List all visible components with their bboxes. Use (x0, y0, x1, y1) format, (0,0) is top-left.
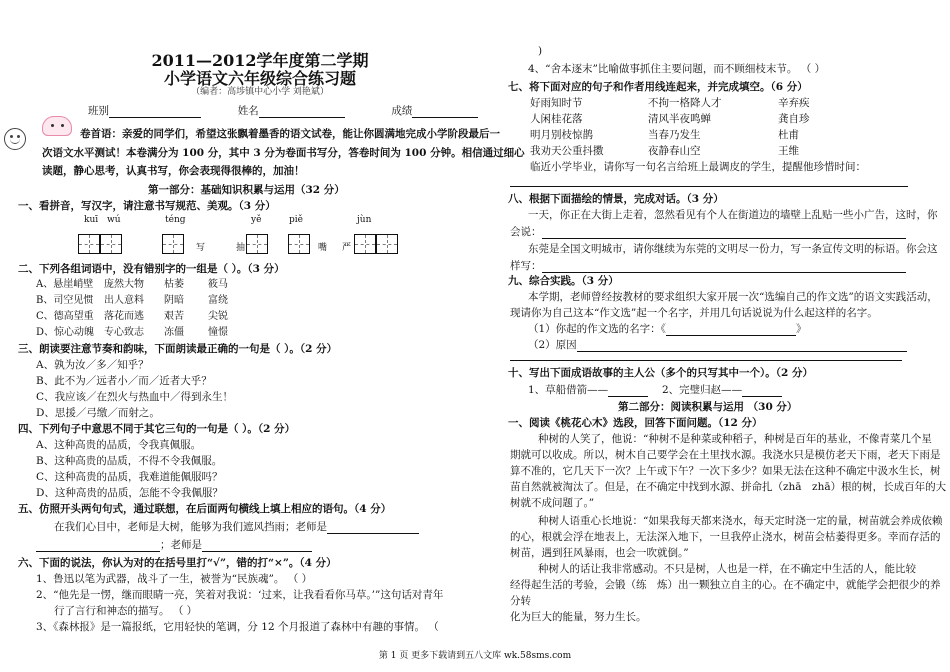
class-blank[interactable] (109, 108, 201, 118)
reading1-heading: 一、阅读《桃花心木》选段，回答下面问题。（12 分） (508, 417, 763, 429)
q8-answer-blank[interactable] (542, 263, 906, 273)
q6-item3: 3、《森林报》是一篇报纸，它用轻快的笔调，分 12 个月报道了森林中有趣的事情。 （ (36, 621, 439, 633)
part2-heading: 第二部分：阅读积累与运用 （30 分） (618, 401, 798, 413)
editor-note: （编者：高埗镇中心小学 刘艳斌） (191, 87, 329, 97)
q9-heading: 九、综合实践。（3 分） (508, 275, 619, 287)
q5-blank[interactable] (36, 542, 160, 552)
passage-line: 期就可以收成。所以，树木自己要学会在土里找水源。我浇水只是模仿老天下雨，老天下雨是 (510, 449, 941, 461)
q6-item3-close: ) (538, 45, 543, 57)
q10-blank[interactable] (742, 387, 782, 397)
q7-answer-line[interactable] (510, 186, 908, 187)
q7-row: 人闲桂花落 清风半夜鸣蝉 龚自珍 (530, 113, 810, 125)
q6-item2-line2: 行了言行和神态的描写。 （ ） (54, 605, 198, 617)
passage-line: 的心，根就会浮在地表上，无法深入地下，一旦我停止浇水，树苗会枯萎得更多。幸而存活的 (510, 531, 941, 543)
pinyin-ye: yě (251, 215, 262, 225)
writing-box[interactable] (162, 234, 184, 254)
q6-item1: 1、鲁迅以笔为武器，战斗了一生，被誉为“民族魂”。 （ ） (36, 573, 313, 585)
passage-line: 种树的人笑了，他说：“种树不是种菜或种稻子，种树是百年的基业，不像青菜几个星 (538, 433, 932, 445)
q10-heading: 十、写出下面成语故事的主人公（多个的只写其中一个）。（2 分） (508, 367, 813, 379)
q2-option: A、悬崖峭壁 庞然大物 枯萎 筱马 (36, 279, 228, 290)
passage-line: 经得起生活的考验，会锻（练 炼）出一颗独立自主的心。在不确定中，就能学会把很少的养 (510, 579, 941, 591)
passage-line: 苗自然就被淘汰了。但是，在不确定中找到水源、拼命扎（zhā zhā）根的树，长成百年的大 (510, 481, 947, 493)
q8-text2: 会说： (510, 225, 906, 239)
q7-row: 好雨知时节 不拘一格降人才 辛弃疾 (530, 97, 810, 109)
q5-line1: 在我们心目中，老师是大树，能够为我们遮风挡雨；老师是 (54, 520, 419, 534)
q3-option: C、我应该／在烈火与热血中／得到永生！ (36, 391, 234, 403)
part1-heading: 第一部分：基础知识积累与运用（32 分） (148, 184, 345, 196)
score-blank[interactable] (412, 108, 478, 118)
char-zui: 嘴 (318, 243, 328, 253)
q9-reason-prompt: （2）原因 (528, 338, 907, 352)
passage-line: 化为巨大的能量，努力生长。 (510, 611, 647, 623)
q9-answer-line[interactable] (510, 360, 902, 361)
intro-line3: 读题，静心思考，认真书写，你会表现得很棒的，加油！ (42, 165, 305, 177)
name-blank[interactable] (259, 108, 345, 118)
smiley-face-icon (4, 128, 26, 150)
pinyin-wu: wú (107, 215, 121, 225)
writing-box[interactable] (376, 234, 398, 254)
exam-title-line1: 2011—2012学年度第二学期 (151, 51, 369, 70)
q9-text1: 本学期，老师曾经按教材的要求组织大家开展一次“选编自己的作文选”的语文实践活动， (528, 291, 938, 303)
q2-heading: 二、下列各组词语中，没有错别字的一组是（ ）。（3 分） (18, 263, 285, 275)
q8-heading: 八、根据下面描绘的情景，完成对话。（3 分） (508, 193, 724, 205)
passage-line: 算不准的，它几天下一次？上午或下午？一次下多少？如果无法在这种不确定中汲水生长，树 (510, 465, 941, 477)
q1-heading: 一、看拼音，写汉字，请注意书写规范、美观。（3 分） (18, 200, 276, 212)
passage-line: 种树人的话让我非常感动。不只是树，人也是一样，在不确定中生活的人，能比较 (538, 563, 916, 575)
q10-item1: 1、草船借箭—— (528, 383, 648, 397)
passage-line: 分转 (510, 595, 531, 607)
q3-heading: 三、朗读要注意节奏和韵味，下面朗读最正确的一句是（ ）。（2 分） (18, 343, 338, 355)
q5-heading: 五、仿照开头两句句式，通过联想，在后面两句横线上填上相应的语句。（4 分） (18, 503, 392, 515)
page-footer: 第 1 页 更多下载请到五八文库 wk.58sms.com (378, 651, 572, 661)
q7-heading: 七、将下面对应的句子和作者用线连起来，并完成填空。（6 分） (508, 81, 808, 93)
q9-title-blank[interactable] (666, 326, 796, 336)
q2-option: C、德高望重 落花而逃 艰苦 尖锐 (36, 311, 228, 322)
q9-text2: 现请你为自己这本“作文选”起一个名字，并用几句话说说为什么起这样的名字。 (510, 307, 878, 319)
q5-line2: ；老师是 (36, 538, 312, 552)
pinyin-jun: jùn (357, 215, 372, 225)
writing-box[interactable] (246, 234, 268, 254)
q4-option: B、这种高贵的品质，不得不令我佩服。 (36, 455, 223, 467)
q8-answer-blank[interactable] (542, 229, 906, 239)
q10-blank[interactable] (608, 387, 648, 397)
q9-title-prompt: （1）你起的作文选的名字：《 》 (528, 323, 807, 335)
passage-line: 树就不成问题了。” (510, 497, 595, 509)
passage-line: 种树人语重心长地说：“如果我每天都来浇水，每天定时浇一定的量，树苗就会养成依赖 (538, 515, 943, 527)
class-label: 班别 (88, 105, 109, 117)
q2-option: B、司空见惯 出人意料 阴暗 富绕 (36, 295, 228, 306)
q7-row: 明月别枝惊鹊 当春乃发生 杜甫 (530, 129, 799, 141)
q8-text4: 样写： (510, 259, 906, 273)
q8-text1: 一天，你正在大街上走着，忽然看见有个人在街道边的墙壁上乱贴一些小广告，这时，你 (528, 209, 938, 221)
writing-box[interactable] (354, 234, 376, 254)
q4-option: A、这种高贵的品质，令我真佩服。 (36, 439, 202, 451)
intro-line2: 次语文水平测试！本卷满分为 100 分，其中 3 分为卷面书写分，答卷时间为 100 分钟。相信通过细心 (42, 147, 525, 159)
q3-option: B、此不为／远者小／而／近者大乎？ (36, 375, 212, 387)
name-label: 姓名 (237, 105, 259, 117)
pinyin-kui: kuī (84, 215, 99, 225)
cartoon-girl-icon (42, 116, 72, 136)
q5-blank[interactable] (202, 542, 312, 552)
intro-line1: 卷首语：亲爱的同学们，希望这张飘着墨香的语文试卷，能让你圆满地完成小学阶段最后一 (80, 128, 500, 140)
passage-line: 树苗，遇到狂风暴雨，也会一吹就倒。” (510, 547, 689, 559)
q4-option: D、这种高贵的品质，怎能不令我佩服？ (36, 487, 223, 499)
q6-item2-line1: 2、“他先是一愣，继而眼睛一亮，笑着对我说：‘过来，让我看看你马草。’”这句话对青年 (36, 589, 444, 601)
q8-text3: 东莞是全国文明城市，请你继续为东莞的文明尽一份力，写一条宣传文明的标语。你会这 (528, 243, 938, 255)
q7-prompt: 临近小学毕业，请你写一句名言给班上最调皮的学生，提醒他珍惜时间： (530, 161, 866, 173)
q2-option: D、惊心动魄 专心致志 冻僵 憧憬 (36, 327, 228, 338)
writing-box[interactable] (78, 234, 100, 254)
q3-option: D、思援／弓缴／而射之。 (36, 407, 160, 419)
score-label: 成绩 (391, 105, 413, 117)
q7-row: 我劝天公重抖擞 夜静春山空 王维 (530, 145, 799, 157)
exam-title-line2: 小学语文六年级综合练习题 (163, 69, 356, 88)
q4-heading: 四、下列句子中意思不同于其它三句的一句是（ ）。（2 分） (18, 423, 296, 435)
q5-blank[interactable] (327, 524, 419, 534)
q9-reason-blank[interactable] (577, 342, 907, 352)
char-chou: 抽 (236, 243, 246, 253)
pinyin-pie: piě (289, 215, 303, 225)
char-xie: 写 (196, 243, 206, 253)
writing-box[interactable] (288, 234, 310, 254)
q3-option: A、孰为汝／多／知乎？ (36, 359, 149, 371)
q6-heading: 六、下面的说法，你认为对的在括号里打“√”，错的打“×”。（4 分） (18, 557, 337, 569)
q6-item4: 4、“舍本逐末”比喻做事抓住主要问题，而不顾细枝末节。 （ ） (528, 63, 826, 75)
q10-item2: 2、完璧归赵—— (662, 383, 782, 397)
q4-option: C、这种高贵的品质，我难道能佩服吗？ (36, 471, 223, 483)
writing-box[interactable] (100, 234, 122, 254)
pinyin-teng: téng (165, 215, 186, 225)
char-yan: 严 (342, 243, 352, 253)
student-info (88, 104, 478, 118)
